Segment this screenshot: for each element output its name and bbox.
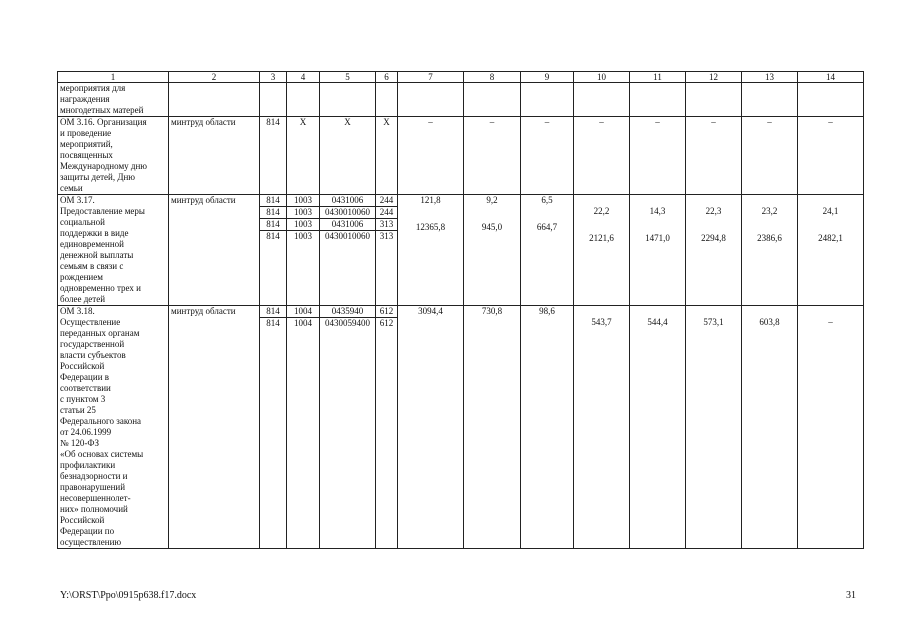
value-line: – [489,117,495,127]
value-cell [686,306,742,549]
value-cell [521,195,574,306]
value-line [688,306,739,317]
code-cell [320,195,376,306]
code-line: 0430010060 [320,207,375,219]
page-number: 31 [846,590,856,601]
code-line: 0431006 [320,219,375,231]
executor: минтруд области [169,117,260,195]
value-cell [630,83,686,117]
value-cell [742,306,798,549]
value-line: – [767,117,772,127]
value-line [800,306,861,317]
code-cell [287,195,320,306]
code-line: 1004 [287,306,319,318]
table-row [58,117,864,195]
value-line: – [828,317,833,327]
code-line: Х [299,117,307,127]
value-line [688,195,739,206]
code-line: 244 [376,195,397,207]
value-line [632,195,683,206]
code-cell [320,117,376,195]
value-cell [630,117,686,195]
value-cell [798,117,864,195]
column-header: 3 [260,72,287,83]
executor: минтруд области [169,195,260,306]
code-line: 0435940 [320,306,375,318]
code-line: 814 [266,231,280,241]
value-line: 664,7 [536,222,558,232]
code-cell [260,117,287,195]
value-cell [798,195,864,306]
code-cell [260,306,287,549]
code-line: 0431006 [320,195,375,207]
value-line: 6,5 [541,195,553,205]
code-line: Х [383,117,390,127]
table-row [58,195,864,306]
column-header: 14 [798,72,864,83]
value-line: – [711,117,716,127]
value-line [688,222,739,233]
column-header: 7 [398,72,464,83]
code-line: 814 [260,207,286,219]
value-line [632,306,683,317]
column-header: 11 [630,72,686,83]
code-cell [376,117,398,195]
value-line: 603,8 [759,317,780,327]
value-line: 9,2 [486,195,498,205]
code-line: 313 [379,231,394,241]
column-header: 6 [376,72,398,83]
value-line: 2482,1 [818,233,843,243]
code-line: 1003 [287,219,319,231]
value-line: 2121,6 [589,233,614,243]
value-cell [464,306,521,549]
value-line: 573,1 [703,317,724,327]
code-cell [287,83,320,117]
value-cell [798,306,864,549]
value-line [466,317,518,328]
code-cell [260,83,287,117]
value-line [632,222,683,233]
value-cell [521,306,574,549]
value-cell [398,83,464,117]
value-line [744,222,795,233]
code-line: 612 [379,318,394,328]
value-cell [521,117,574,195]
value-cell [521,83,574,117]
table-row [58,83,864,117]
value-line: – [428,117,433,127]
value-line: 1471,0 [645,233,670,243]
code-line: 1003 [294,231,312,241]
value-line [800,195,861,206]
value-cell [464,195,521,306]
code-cell [287,117,320,195]
code-line: 814 [266,117,280,127]
value-line [523,206,571,217]
value-line: 14,3 [649,206,666,216]
code-line: 814 [266,318,280,328]
value-cell [742,117,798,195]
budget-table [57,71,864,549]
value-line [523,233,571,244]
code-line: 244 [376,207,397,219]
value-line: 22,2 [593,206,610,216]
code-line: 814 [260,219,286,231]
column-header: 9 [521,72,574,83]
value-line: 730,8 [481,306,503,316]
code-line: 1003 [287,195,319,207]
value-cell [630,195,686,306]
code-cell [287,306,320,549]
code-cell [376,195,398,306]
code-line: 0430059400 [325,318,370,328]
column-header: 8 [464,72,521,83]
value-cell [574,306,630,549]
value-line: – [828,117,833,127]
value-cell [686,117,742,195]
code-line: 814 [260,195,286,207]
value-line [744,195,795,206]
column-header: 13 [742,72,798,83]
column-header: 12 [686,72,742,83]
value-line: 544,4 [647,317,668,327]
value-cell [798,83,864,117]
measure-description: мероприятия для награждения многодетных матерей [58,83,169,117]
code-line: 0430010060 [325,231,370,241]
value-cell [398,306,464,549]
value-cell [686,195,742,306]
value-line: 543,7 [591,317,612,327]
value-cell [398,117,464,195]
column-header: 10 [574,72,630,83]
column-header: 2 [169,72,260,83]
value-line [400,317,461,328]
value-line [576,306,627,317]
value-line [400,233,461,244]
code-line: 612 [376,306,397,318]
value-line [576,222,627,233]
value-cell [398,195,464,306]
executor: минтруд области [169,306,260,549]
value-line [400,206,461,217]
measure-description: ОМ 3.17. Предоставление меры социальной поддержки в виде единовременной денежной выплаты семьям в связи с рождением одновременно трех и более детей [58,195,169,306]
value-cell [630,306,686,549]
code-cell [376,306,398,549]
executor [169,83,260,117]
column-header: 4 [287,72,320,83]
value-cell [574,83,630,117]
column-header: 5 [320,72,376,83]
code-line: 1004 [294,318,312,328]
value-line: 2294,8 [701,233,726,243]
code-line: Х [344,117,351,127]
value-line: 121,8 [420,195,441,205]
value-line: 2386,6 [757,233,782,243]
value-cell [742,195,798,306]
file-path: Y:\ORST\Ppo\0915p638.f17.docx [60,590,197,601]
value-line: 23,2 [761,206,778,216]
code-line: 814 [260,306,286,318]
code-cell [376,83,398,117]
value-line: 3094,4 [418,306,443,316]
value-line [744,306,795,317]
value-line: – [599,117,604,127]
measure-description: ОМ 3.16. Организация и проведение мероприятий, посвященных Международному дню защиты детей, Дню семьи [58,117,169,195]
code-line: 1003 [287,207,319,219]
value-line [466,233,518,244]
value-line: 945,0 [481,222,503,232]
value-cell [574,195,630,306]
value-line: 24,1 [822,206,839,216]
code-cell [320,83,376,117]
value-line: – [655,117,660,127]
header-row [58,72,864,83]
value-line: 98,6 [539,306,555,316]
value-cell [464,117,521,195]
code-cell [320,306,376,549]
table-row [58,306,864,549]
value-line [800,222,861,233]
value-line: 22,3 [705,206,722,216]
value-line: – [544,117,550,127]
value-cell [742,83,798,117]
value-cell [574,117,630,195]
value-line [576,195,627,206]
code-cell [260,195,287,306]
value-line: 12365,8 [415,222,446,232]
value-cell [464,83,521,117]
measure-description: ОМ 3.18. Осуществление переданных органам государственной власти субъектов Российской Федерации в соответствии с пунктом 3 статьи 25 Федерального закона от 24.06.1999 № 120-ФЗ «Об основах системы профилактики безнадзорности и правонарушений несовершеннолет- них» полномочий Российской Федерации по осуществлению [58,306,169,549]
value-line [466,206,518,217]
table-body [58,72,864,549]
code-line: 313 [376,219,397,231]
value-cell [686,83,742,117]
column-header: 1 [58,72,169,83]
value-line [523,317,571,328]
